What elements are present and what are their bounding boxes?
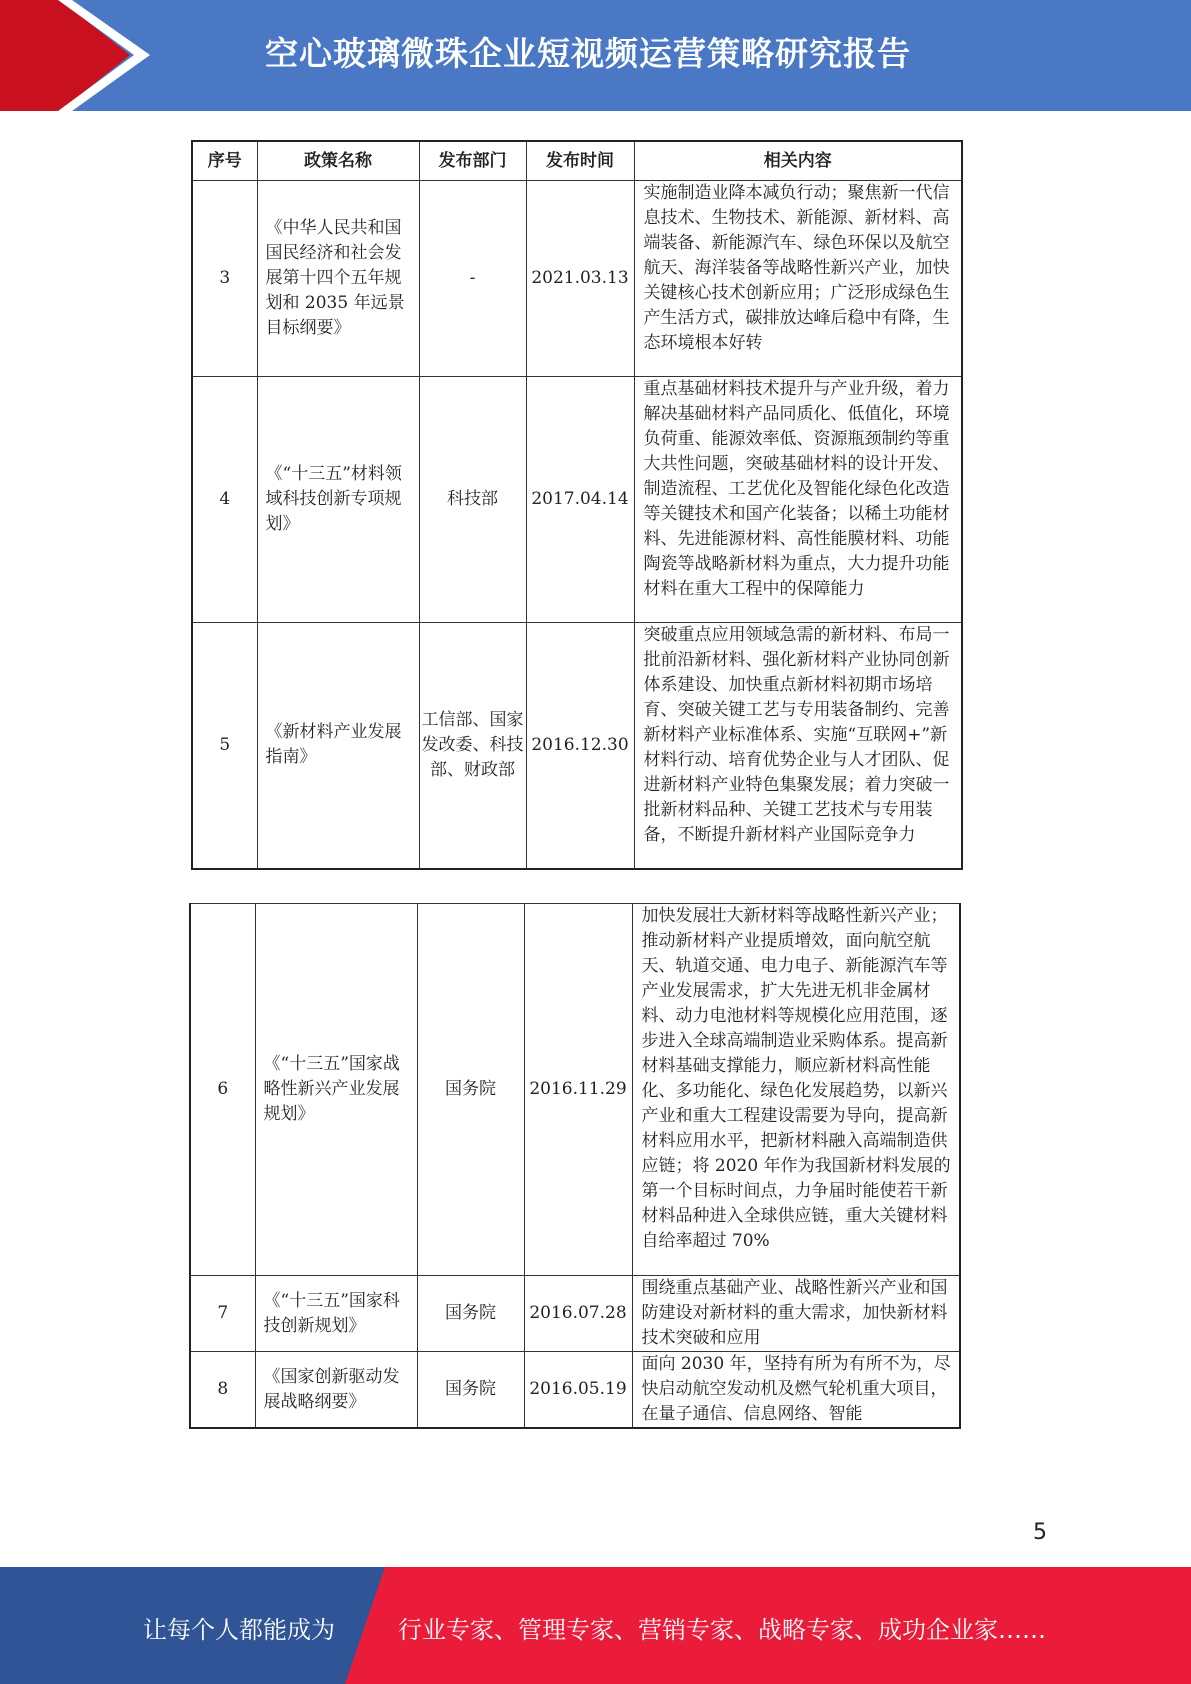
- row-no: 7: [190, 1276, 255, 1352]
- row-dept: 科技部: [419, 377, 526, 623]
- row-content: 突破重点应用领域急需的新材料、布局一批前沿新材料、强化新材料产业协同创新体系建设、加快重点新材料初期市场培育、突破关键工艺与专用装备制约、完善新材料产业标准体系、实施“互联网+”新材料行动、培育优势企业与人才团队、促进新材料产业特色集聚发展；着力突破一批新材料品种、关键工艺技术与专用装备，不断提升新材料产业国际竞争力: [634, 623, 962, 869]
- row-date: 2016.11.29: [524, 904, 632, 1276]
- row-date: 2016.05.19: [524, 1352, 632, 1429]
- row-dept: 国务院: [417, 1352, 524, 1429]
- row-date: 2016.07.28: [524, 1276, 632, 1352]
- column-header-date: 发布时间: [526, 141, 634, 181]
- table-row: [192, 377, 962, 623]
- table-header-row: [192, 141, 962, 181]
- table-row: [192, 623, 962, 869]
- row-date: 2016.12.30: [526, 623, 634, 869]
- row-policy-name: 《国家创新驱动发展战略纲要》: [255, 1352, 417, 1429]
- row-no: 8: [190, 1352, 255, 1429]
- report-title: 空心玻璃微珠企业短视频运营策略研究报告: [265, 34, 911, 73]
- row-policy-name: 《中华人民共和国国民经济和社会发展第十四个五年规划和 2035 年远景目标纲要》: [257, 181, 419, 377]
- row-content: 围绕重点基础产业、战略性新兴产业和国防建设对新材料的重大需求，加快新材料技术突破和应用: [632, 1276, 960, 1352]
- footer-slogan-right: 行业专家、管理专家、营销专家、战略专家、成功企业家……: [398, 1616, 1046, 1644]
- policy-table-part1: [191, 140, 963, 870]
- row-dept: 国务院: [417, 1276, 524, 1352]
- column-header-dept: 发布部门: [419, 141, 526, 181]
- row-content: 加快发展壮大新材料等战略性新兴产业；推动新材料产业提质增效，面向航空航天、轨道交通、电力电子、新能源汽车等产业发展需求，扩大先进无机非金属材料、动力电池材料等规模化应用范围，逐步进入全球高端制造业采购体系。提高新材料基础支撑能力，顺应新材料高性能化、多功能化、绿色化发展趋势，以新兴产业和重大工程建设需要为导向，提高新材料应用水平，把新材料融入高端制造供应链；将 2020 年作为我国新材料发展的第一个目标时间点，力争届时能使若干新材料品种进入全球供应链，重大关键材料自给率超过 70%: [632, 904, 960, 1276]
- table-row: [190, 1352, 960, 1429]
- row-no: 5: [192, 623, 257, 869]
- table-row: [190, 904, 960, 1276]
- footer-slogan-left: 让每个人都能成为: [143, 1616, 335, 1644]
- row-date: 2017.04.14: [526, 377, 634, 623]
- row-no: 6: [190, 904, 255, 1276]
- policy-table-part2: [189, 903, 961, 1429]
- page-header: [0, 0, 1191, 111]
- table-row: [192, 181, 962, 377]
- row-policy-name: 《“十三五”材料领域科技创新专项规划》: [257, 377, 419, 623]
- column-header-content: 相关内容: [634, 141, 962, 181]
- row-policy-name: 《“十三五”国家战略性新兴产业发展规划》: [255, 904, 417, 1276]
- row-policy-name: 《“十三五”国家科技创新规划》: [255, 1276, 417, 1352]
- row-dept: 国务院: [417, 904, 524, 1276]
- row-content: 实施制造业降本减负行动；聚焦新一代信息技术、生物技术、新能源、新材料、高端装备、新能源汽车、绿色环保以及航空航天、海洋装备等战略性新兴产业，加快关键核心技术创新应用；广泛形成绿色生产生活方式，碳排放达峰后稳中有降，生态环境根本好转: [634, 181, 962, 377]
- header-red-block: [0, 0, 130, 111]
- column-header-no: 序号: [192, 141, 257, 181]
- row-policy-name: 《新材料产业发展指南》: [257, 623, 419, 869]
- page-number: 5: [1033, 1520, 1047, 1545]
- row-content: 重点基础材料技术提升与产业升级，着力解决基础材料产品同质化、低值化，环境负荷重、能源效率低、资源瓶颈制约等重大共性问题，突破基础材料的设计开发、制造流程、工艺优化及智能化绿色化改造等关键技术和国产化装备；以稀土功能材料、先进能源材料、高性能膜材料、功能陶瓷等战略新材料为重点，大力提升功能材料在重大工程中的保障能力: [634, 377, 962, 623]
- row-dept: -: [419, 181, 526, 377]
- page-footer: [0, 1567, 1191, 1684]
- row-no: 3: [192, 181, 257, 377]
- row-date: 2021.03.13: [526, 181, 634, 377]
- table-row: [190, 1276, 960, 1352]
- row-dept: 工信部、国家发改委、科技部、财政部: [419, 623, 526, 869]
- row-content: 面向 2030 年，坚持有所为有所不为，尽快启动航空发动机及燃气轮机重大项目，在量子通信、信息网络、智能: [632, 1352, 960, 1429]
- column-header-name: 政策名称: [257, 141, 419, 181]
- row-no: 4: [192, 377, 257, 623]
